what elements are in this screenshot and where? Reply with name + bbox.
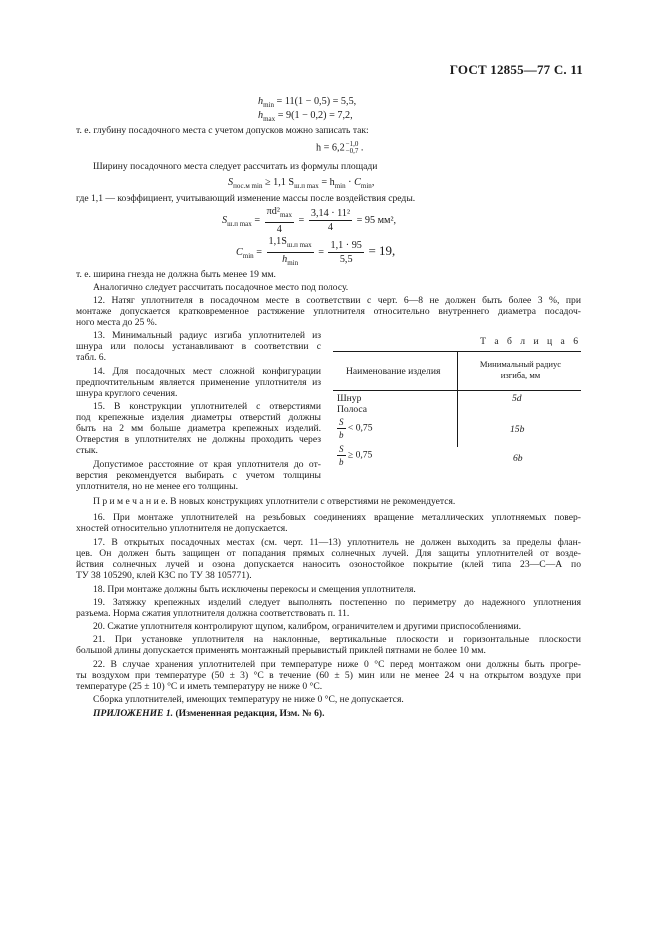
table6-col1-header: Наименование изделия <box>346 366 441 377</box>
s-frac2-den: 4 <box>327 222 333 234</box>
c-frac2-num: 1,1 · 95 <box>330 240 362 252</box>
s-frac1-den: 4 <box>276 224 282 236</box>
formula-c-min: $C_{min}$ = $\frac{1,1S_{ш.п max}}{h_{min}}$ = $\frac{1,1 \cdot 95}{5,5}$ = 19, <box>236 236 396 268</box>
formula-area: $S_{пос.м min} \ge 1,1$ $S_{ш.п max} = h_{min} \cdot C_{min}$, <box>228 177 375 191</box>
s-frac1-num: $\pi d^2_{max}$ <box>265 206 294 223</box>
formula-h-value: h = 6,2 −1,0 −0,7 . <box>316 140 364 155</box>
table6-caption: Т а б л и ц а 6 <box>480 336 581 347</box>
p13-line1: 13. Минимальный радиус изгиба уплотнителей из <box>93 330 321 341</box>
appendix-note <box>93 708 325 719</box>
p14-line3: шнура круглого сечения. <box>76 388 178 399</box>
width-intro: Ширину посадочного места следует рассчитать из формулы площади <box>93 161 378 172</box>
p17-line1: 17. В открытых посадочных местах (см. черт. 11—13) уплотнитель не должен выходить за пределы флан- <box>93 537 581 548</box>
p19-line2: разъема. Норма сжатия уплотнителя должна соответствовать п. 11. <box>76 608 350 619</box>
s-frac2-num: 3,14 · 11² <box>310 208 351 220</box>
p12-line3: ного места до 25 %. <box>76 317 158 328</box>
p17-line4: ТУ 38 105290, клей КЗС по ТУ 38 105771). <box>76 570 252 581</box>
p15-line5: стык. <box>76 445 98 456</box>
h-value: h = 6,2 <box>316 142 345 154</box>
appendix-label: ПРИЛОЖЕНИЕ 1. <box>93 708 174 719</box>
p17-line2: цев. Он должен быть защищен от попадания прямых солнечных лучей. Для защиты уплотнителей от возде- <box>76 548 581 559</box>
formula-h-max-text: = 9(1 − 0,2) = 7,2, <box>277 110 353 121</box>
page-header: ГОСТ 12855—77 С. 11 <box>449 62 583 77</box>
table6-row-ratio-lt: $\frac{S}{b}$ < 0,75 <box>339 417 373 440</box>
appendix-edition: (Измененная редакция, Изм. № 6). <box>175 708 325 719</box>
formula-s-max: $S_{ш.п max}$ = $\frac{\pi d^2_{max}}{4}$ = $\frac{\text{3,14 · 11²}}{4}$ = 95 мм², <box>222 206 397 236</box>
s-result: = 95 мм², <box>356 214 397 226</box>
p16-line1: 16. При монтаже уплотнителей на резьбовых соединениях вращение металлических уплотняемых повер- <box>93 512 581 523</box>
c-frac1-den: $h_{min}$ <box>282 254 299 268</box>
p22-line3: температуре (25 ± 10) °С и иметь температуру не ниже 0 °С. <box>76 681 323 692</box>
c-frac-2 <box>328 240 363 265</box>
table6-row-ratio-ge-value: 6b <box>513 453 523 464</box>
p-assembly: Сборка уплотнителей, имеющих температуру не ниже 0 °С, не допускается. <box>93 694 404 705</box>
c-frac2-den: 5,5 <box>339 254 353 266</box>
table6-row-ratio-lt-value: 15b <box>510 424 525 435</box>
pd-line1: Допустимое расстояние от края уплотнителя до от- <box>93 459 321 470</box>
p16-line2: хностей относительно уплотнителя не допускается. <box>76 523 288 534</box>
table6-col-divider <box>457 351 458 447</box>
p22-line1: 22. В случае хранения уплотнителей при температуре ниже 0 °С перед монтажом они должны быть прогре- <box>93 659 581 670</box>
p13-line2: шнура или полосы устанавливают в соответствии с <box>76 341 321 352</box>
table6-row-cord-value: 5d <box>512 393 522 404</box>
p14-line1: 14. Для посадочных мест сложной конфигурации <box>93 366 321 377</box>
depth-intro: т. е. глубину посадочного места с учетом допусков можно записать так: <box>76 125 369 136</box>
formula-h-min-text: = 11(1 − 0,5) = 5,5, <box>276 96 357 107</box>
area-rhs: = h <box>321 177 335 188</box>
p22-line2: ты воздухом при температуре (50 ± 3) °С в течение (60 ± 5) мин или не менее 24 ч на открытом воздухе при <box>76 670 581 681</box>
s-frac-2 <box>309 208 352 233</box>
table6-row-ratio-ge: $\frac{S}{b}$ ≥ 0,75 <box>339 444 373 467</box>
table6-row-strip: Полоса <box>337 404 368 415</box>
area-formula: ≥ 1,1 S <box>265 177 295 188</box>
p15-line2: под крепежные изделия диаметры отверстий должны <box>76 412 321 423</box>
p18: 18. При монтаже должны быть исключены перекосы и смещения уплотнителя. <box>93 584 416 595</box>
p17-line3: йствия солнечных лучей и озона допускается наносить озоностойкое покрытие (клей типа 23—С—А по <box>76 559 581 570</box>
c-result: = 19, <box>368 242 396 258</box>
p15-line1: 15. В конструкции уплотнителей с отверстиями <box>93 401 321 412</box>
p-analog: Аналогично следует рассчитать посадочное место под полосу. <box>93 282 349 293</box>
h-tol-upper: −1,0 <box>345 140 359 148</box>
p12-line1: 12. Натяг уплотнителя в посадочном месте в соответствии с черт. 6—8 не должен быть более 3 %, при <box>93 295 581 306</box>
p12-line2: монтаже допускается кратковременное растяжение уплотнителя относительно внутреннего диаметра посадоч- <box>76 306 581 317</box>
p21-line1: 21. При установке уплотнителя на наклонные, вертикальные плоскости и горизонтальные плоскости <box>93 634 581 645</box>
c-frac-1 <box>267 236 314 269</box>
note: П р и м е ч а н и е. В новых конструкциях уплотнители с отверстиями не рекомендуется. <box>93 496 456 507</box>
p15-line3: быть на 2 мм больше диаметра крепежных изделий. <box>76 423 321 434</box>
table6-row-cord: Шнур <box>337 393 362 404</box>
p21-line2: большой длины допускается применять монтажный прерывистый приклей пятнами не более 10 мм. <box>76 645 486 656</box>
formula-h-min: $h_{min} = 11(1 - 0,5) = 5,5$, <box>258 96 357 110</box>
c-frac1-num: $1,1S_{ш.п max}$ <box>267 236 314 253</box>
pd-line3: уплотнителя, но не менее его толщины. <box>76 481 238 492</box>
p19-line1: 19. Затяжку крепежных изделий следует выполнять постепенно по периметру до надежного уплотнения <box>93 597 581 608</box>
table6-col2-header: Минимальный радиус изгиба, мм <box>479 359 562 380</box>
p15-line4: Отверстия в уплотнителях не должны проходить через <box>76 434 321 445</box>
formula-h-max: $h_{max} = 9(1 - 0,2) = 7,2$, <box>258 110 353 124</box>
h-tol-lower: −0,7 <box>345 147 359 155</box>
p13-line3: табл. 6. <box>76 352 106 363</box>
pd-line2: верстия рекомендуется выбирать с учетом толщины <box>76 470 321 481</box>
p20: 20. Сжатие уплотнителя контролируют щупом, калибром, ограничителем и другими приспособлениями. <box>93 621 522 632</box>
p-width-result: т. е. ширина гнезда не должна быть менее 19 мм. <box>76 269 276 280</box>
coef-text: где 1,1 — коэффициент, учитывающий изменение массы после воздействия среды. <box>76 193 416 204</box>
s-frac-1 <box>265 206 294 235</box>
p14-line2: предпочтительным является применение уплотнителя из <box>76 377 321 388</box>
